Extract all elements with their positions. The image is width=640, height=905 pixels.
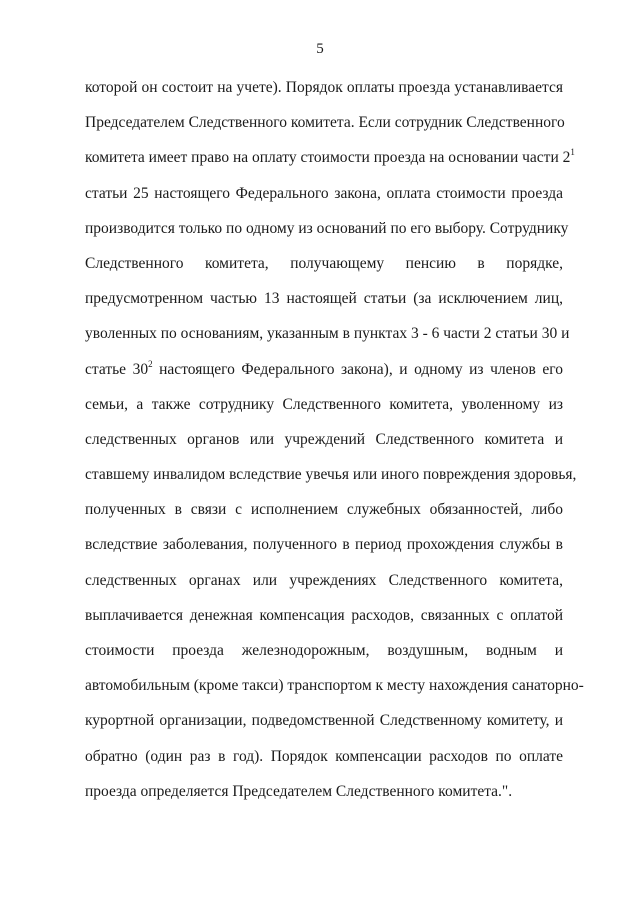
text-line (85, 146, 575, 181)
text-segment: статье 30 (85, 360, 149, 378)
text-line (85, 217, 569, 252)
text-line (85, 709, 563, 744)
text-segment: стоимости проезда железнодорожным, воздушным, водным и (85, 642, 563, 659)
text-line (85, 604, 563, 639)
text-line (85, 76, 563, 111)
text-line (85, 287, 563, 322)
text-segment: ставшему инвалидом вследствие увечья или иного повреждения здоровья, (85, 466, 577, 484)
text-segment: полученных в связи с исполнением служебных обязанностей, либо (85, 501, 563, 519)
text-segment: проезда определяется Председателем Следственного комитета.". (85, 782, 513, 800)
text-line (85, 498, 563, 533)
text-line (85, 111, 563, 146)
text-segment: Председателем Следственного комитета. Если сотрудник Следственного (85, 114, 565, 132)
text-segment: следственных органов или учреждений Следственного комитета и (85, 430, 563, 448)
text-line (85, 463, 577, 498)
text-segment: статьи 25 настоящего Федерального закона, оплата стоимости проезда (85, 184, 563, 202)
text-line (85, 780, 563, 815)
body-text (85, 76, 584, 815)
text-line (85, 393, 563, 428)
text-segment: курортной организации, подведомственной Следственному комитету, и (85, 712, 563, 730)
text-segment: производится только по одному из оснований по его выбору. Сотруднику (85, 219, 569, 237)
text-segment: автомобильным (кроме такси) транспортом к месту нахождения санаторно- (85, 677, 584, 695)
page-number: 5 (316, 41, 324, 57)
text-line (85, 533, 563, 568)
text-line (85, 639, 563, 674)
text-line (85, 322, 570, 357)
text-line (85, 252, 563, 287)
text-segment: семьи, а также сотруднику Следственного комитета, уволенному из (85, 395, 563, 413)
text-line (85, 358, 563, 393)
text-segment: обратно (один раз в год). Порядок компенсации расходов по оплате (85, 747, 563, 765)
superscript: 2 (148, 358, 153, 369)
text-segment: настоящего Федерального закона), и одному из членов его (152, 360, 564, 378)
text-line (85, 569, 563, 604)
text-line (85, 674, 584, 709)
text-segment: Следственного комитета, получающему пенсию в порядке, (85, 254, 563, 272)
text-segment: которой он состоит на учете). Порядок оплаты проезда устанавливается (85, 79, 563, 96)
text-line (85, 745, 563, 780)
text-segment: комитета имеет право на оплату стоимости проезда на основании части 2 (85, 149, 571, 167)
superscript: 1 (570, 147, 575, 158)
text-segment: уволенных по основаниям, указанным в пунктах 3 - 6 части 2 статьи 30 и (85, 325, 570, 343)
text-line (85, 182, 563, 217)
text-segment: вследствие заболевания, полученного в период прохождения службы в (85, 536, 563, 554)
text-segment: выплачивается денежная компенсация расходов, связанных с оплатой (85, 606, 563, 624)
text-segment: предусмотренном частью 13 настоящей статьи (за исключением лиц, (85, 290, 563, 308)
text-line (85, 428, 563, 463)
text-segment: следственных органах или учреждениях Следственного комитета, (85, 571, 563, 589)
